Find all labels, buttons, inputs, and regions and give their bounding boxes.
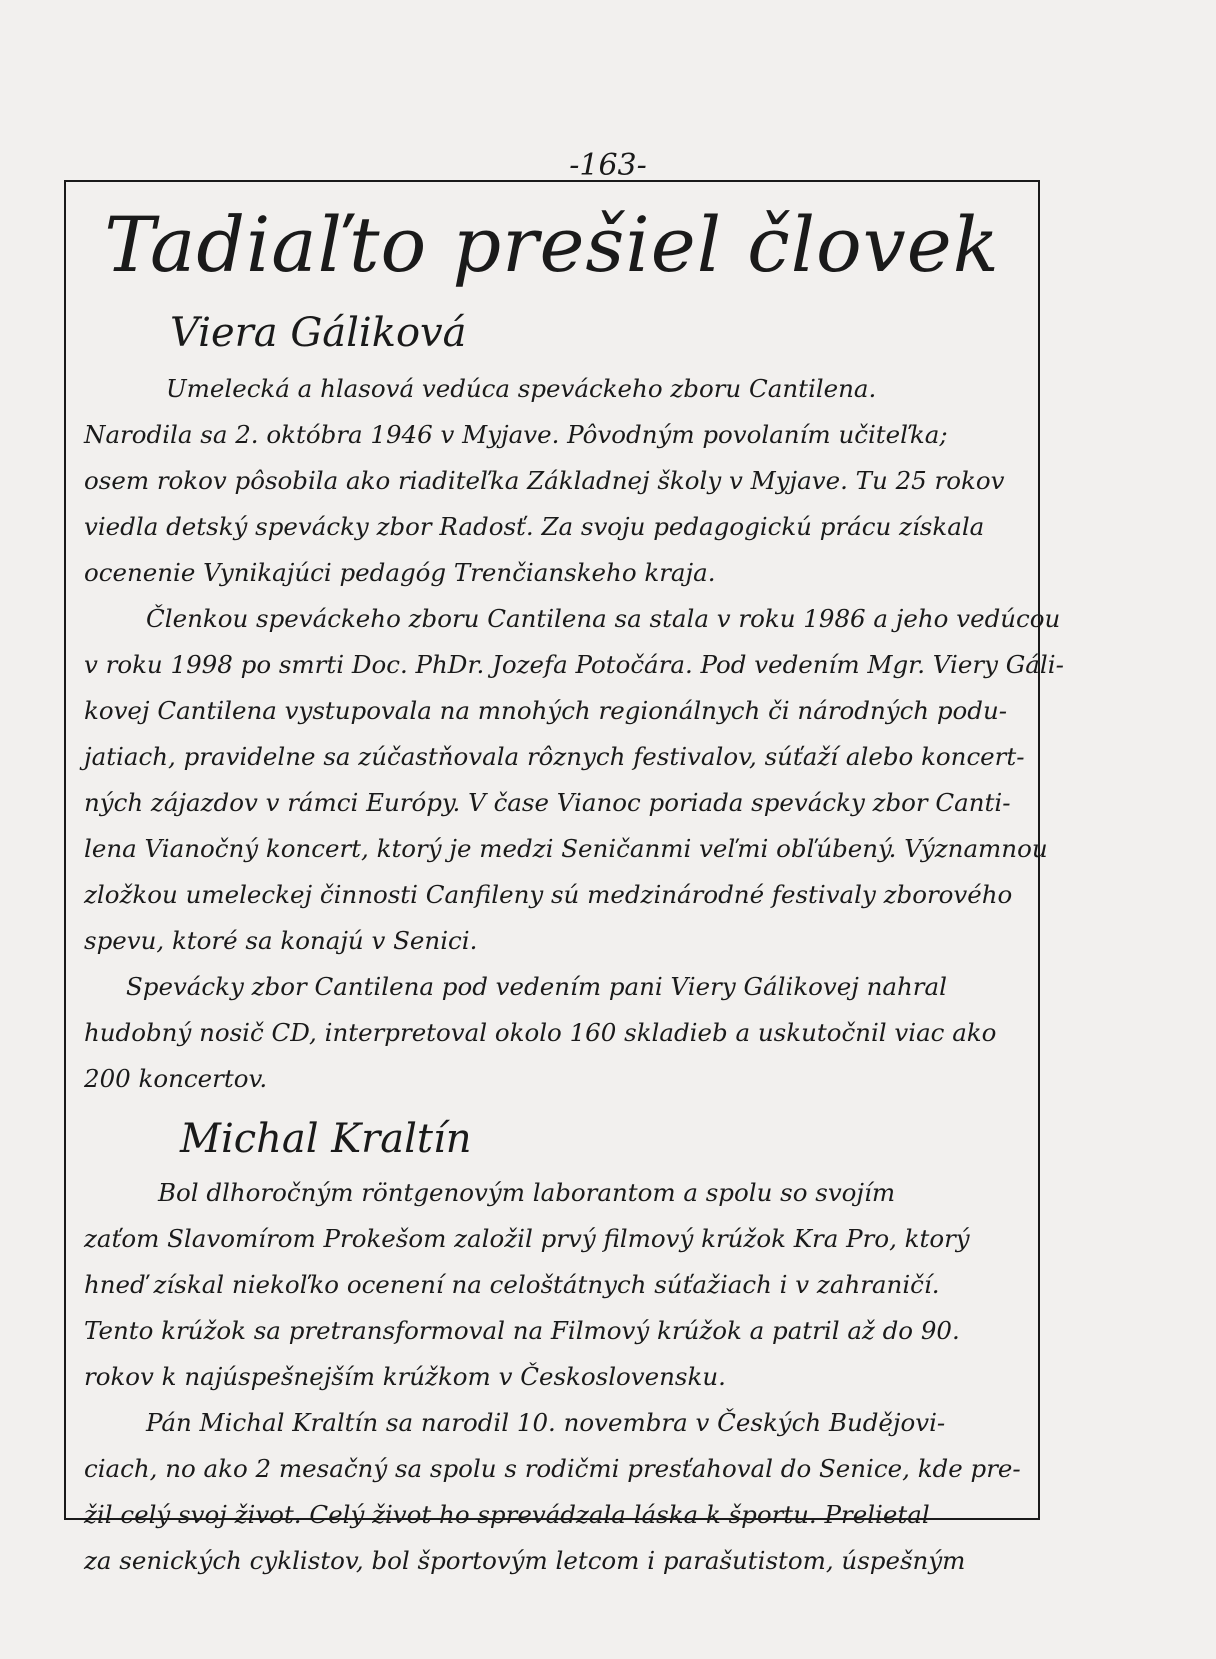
text-line: kovej Cantilena vystupovala na mnohých regionálnych či národných podu- (84, 696, 1008, 725)
text-line: rokov k najúspešnejším krúžkom v Československu. (84, 1362, 726, 1391)
text-line: hudobný nosič CD, interpretoval okolo 160 skladieb a uskutočnil viac ako (84, 1018, 997, 1047)
text-line: hneď získal niekoľko ocenení na celoštátnych súťažiach i v zahraničí. (84, 1270, 940, 1299)
text-line: žil celý svoj život. Celý život ho sprevádzala láska k športu. Prelietal (84, 1500, 930, 1529)
text-line: za senických cyklistov, bol športovým letcom i parašutistom, úspešným (84, 1546, 966, 1575)
text-line: lena Vianočný koncert, ktorý je medzi Seničanmi veľmi obľúbený. Významnou (84, 834, 1048, 863)
text-frame (64, 180, 1064, 1575)
text-line: Narodila sa 2. októbra 1946 v Myjave. Pôvodným povolaním učiteľka; (84, 420, 948, 449)
text-line: zložkou umeleckej činnosti Canfileny sú medzinárodné festivaly zborového (84, 880, 1013, 909)
text-line: Členkou speváckeho zboru Cantilena sa stala v roku 1986 a jeho vedúcou (146, 604, 1061, 633)
text-line: v roku 1998 po smrti Doc. PhDr. Jozefa Potočára. Pod vedením Mgr. Viery Gáli- (84, 650, 1064, 679)
page-title: Tadiaľto prešiel človek (104, 200, 1000, 289)
text-line: Pán Michal Kraltín sa narodil 10. novembra v Českých Budějovi- (146, 1408, 946, 1437)
text-line: ciach, no ako 2 mesačný sa spolu s rodičmi presťahoval do Senice, kde pre- (84, 1454, 1021, 1483)
section-name-viera: Viera Gáliková (170, 310, 467, 356)
text-line: jatiach, pravidelne sa zúčastňovala rôznych festivalov, súťaží alebo koncert- (84, 742, 1025, 771)
text-line: ocenenie Vynikajúci pedagóg Trenčianskeho kraja. (84, 558, 716, 587)
text-line: zaťom Slavomírom Prokešom založil prvý filmový krúžok Kra Pro, ktorý (84, 1224, 970, 1253)
text-line: viedla detský spevácky zbor Radosť. Za svoju pedagogickú prácu získala (84, 512, 985, 541)
text-line: ných zájazdov v rámci Európy. V čase Vianoc poriada spevácky zbor Canti- (84, 788, 1011, 817)
text-line: spevu, ktoré sa konajú v Senici. (84, 926, 478, 955)
page-number: -163- (569, 148, 647, 183)
text-line: 200 koncertov. (84, 1064, 268, 1093)
text-line: osem rokov pôsobila ako riaditeľka Základnej školy v Myjave. Tu 25 rokov (84, 466, 1005, 495)
text-line: Spevácky zbor Cantilena pod vedením pani Viery Gálikovej nahral (126, 972, 947, 1001)
text-line: Umelecká a hlasová vedúca speváckeho zboru Cantilena. (166, 374, 877, 403)
text-line: Bol dlhoročným röntgenovým laborantom a spolu so svojím (158, 1178, 896, 1207)
section-name-michal: Michal Kraltín (180, 1116, 472, 1162)
text-line: Tento krúžok sa pretransformoval na Filmový krúžok a patril až do 90. (84, 1316, 960, 1345)
